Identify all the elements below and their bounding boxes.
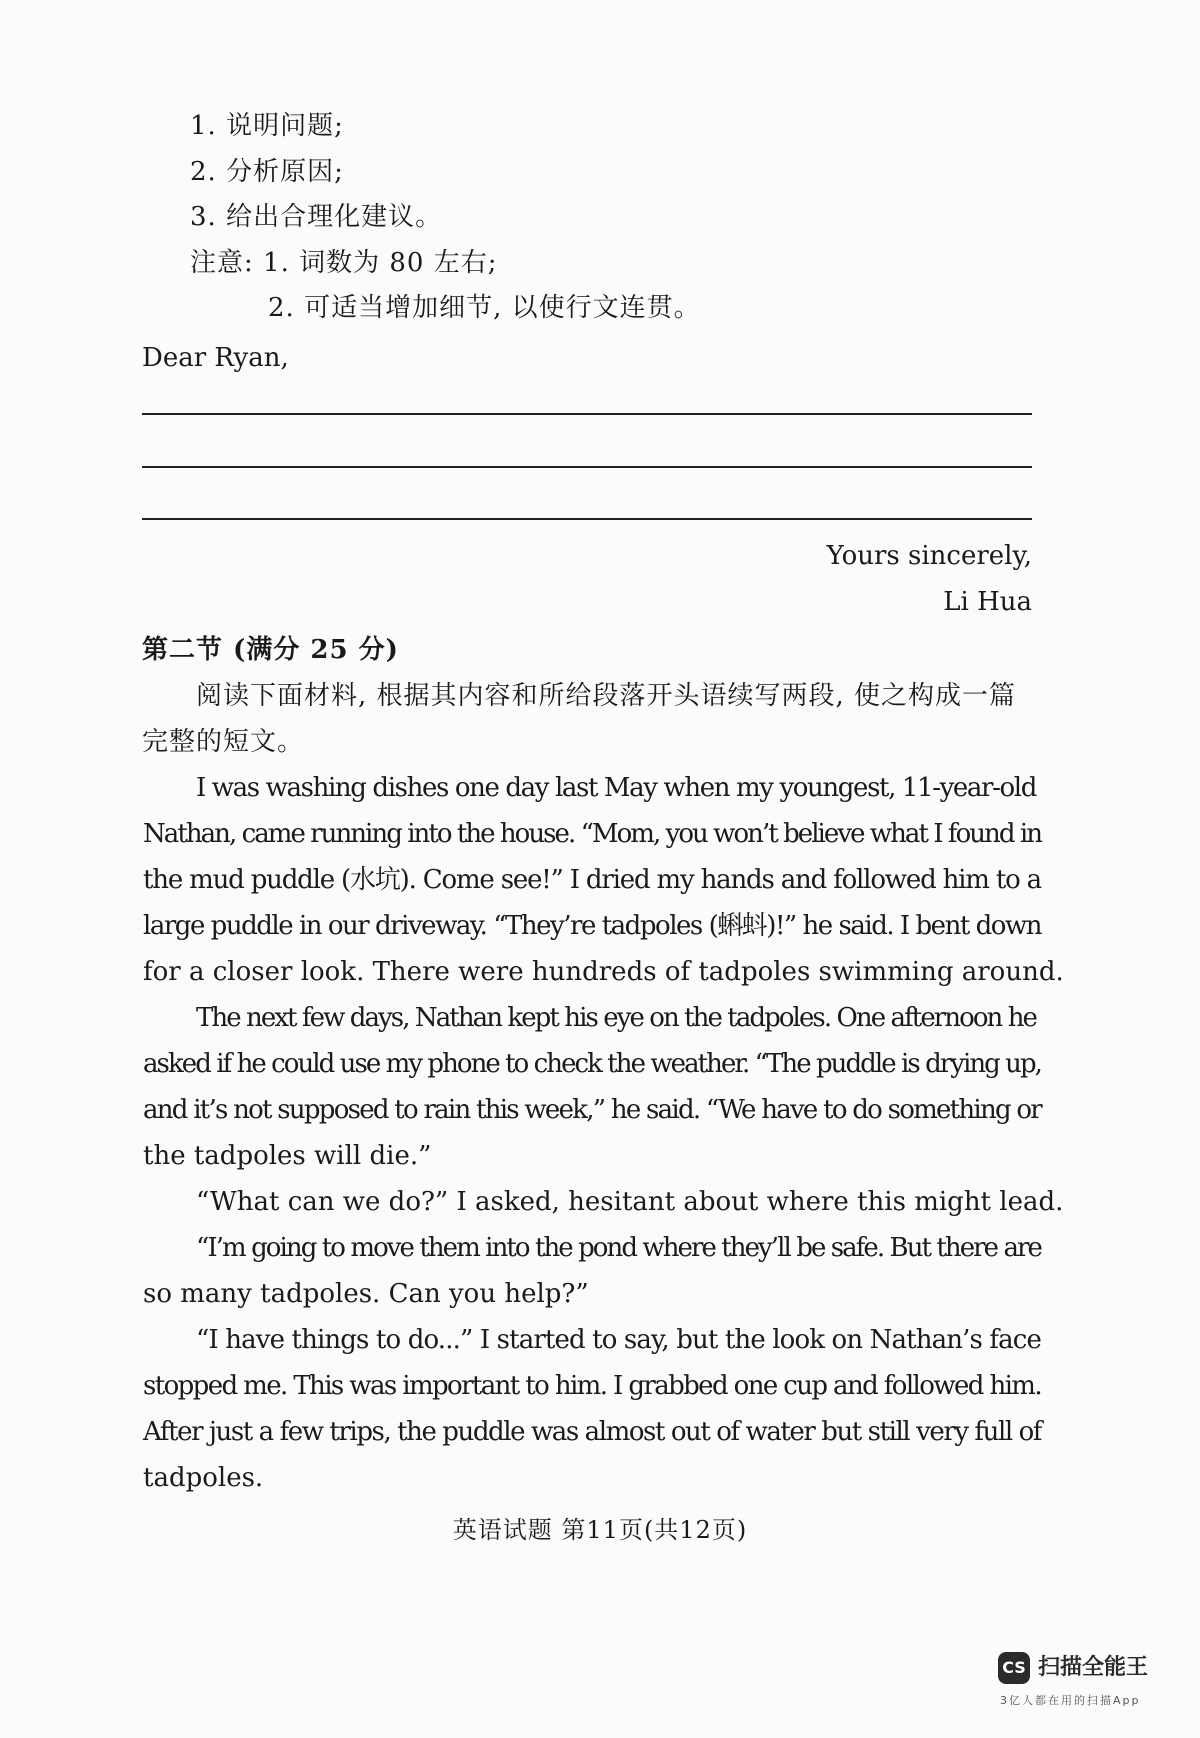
story-line: I was washing dishes one day last May when my youngest, 11-year-old [196,773,1036,803]
scanner-logo-badge: CS [998,1652,1030,1684]
letter-closing: Yours sincerely, [826,541,1032,571]
story-line: “I have things to do...” I started to say, but the look on Nathan’s face [196,1325,1041,1355]
story-line: the tadpoles will die.” [143,1141,432,1171]
instruction-note-1: 注意: 1. 词数为 80 左右; [190,248,498,278]
story-line: stopped me. This was important to him. I grabbed one cup and followed him. [143,1371,1041,1401]
letter-salutation: Dear Ryan, [142,343,289,373]
story-line: the mud puddle (水坑). Come see!” I dried my hands and followed him to a [143,865,1041,895]
section-title: 第二节 (满分 25 分) [142,635,399,665]
story-line: and it’s not supposed to rain this week,” he said. “We have to do something or [143,1095,1042,1125]
story-line: tadpoles. [143,1463,264,1493]
instruction-item-2: 2. 分析原因; [190,157,344,187]
letter-signature: Li Hua [943,587,1032,617]
story-line: so many tadpoles. Can you help?” [143,1279,589,1309]
scanner-logo [998,1652,1168,1722]
instruction-item-1: 1. 说明问题; [190,111,344,141]
writing-line-3 [142,518,1032,520]
instruction-item-3: 3. 给出合理化建议。 [190,202,443,232]
story-line: After just a few trips, the puddle was almost out of water but still very full of [143,1417,1041,1447]
instruction-note-2: 2. 可适当增加细节, 以使行文连贯。 [268,293,701,323]
story-line: Nathan, came running into the house. “Mom, you won’t believe what I found in [143,819,1042,849]
story-line: The next few days, Nathan kept his eye on the tadpoles. One afternoon he [196,1003,1036,1033]
section-prompt-line-2: 完整的短文。 [142,727,305,757]
writing-line-2 [142,466,1032,468]
story-line: “What can we do?” I asked, hesitant about where this might lead. [196,1187,1064,1217]
scanner-logo-tagline: 3亿人都在用的扫描App [1000,1694,1141,1707]
section-prompt-line-1: 阅读下面材料, 根据其内容和所给段落开头语续写两段, 使之构成一篇 [196,681,1017,711]
writing-line-1 [142,413,1032,415]
story-line: large puddle in our driveway. “They’re tadpoles (蝌蚪)!” he said. I bent down [143,911,1041,941]
story-line: asked if he could use my phone to check the weather. “The puddle is drying up, [143,1049,1042,1079]
story-line: for a closer look. There were hundreds of tadpoles swimming around. [143,957,1064,987]
story-line: “I’m going to move them into the pond where they’ll be safe. But there are [196,1233,1041,1263]
page-footer: 英语试题 第11页(共12页) [452,1516,748,1544]
scanner-logo-name: 扫描全能王 [1038,1655,1149,1680]
